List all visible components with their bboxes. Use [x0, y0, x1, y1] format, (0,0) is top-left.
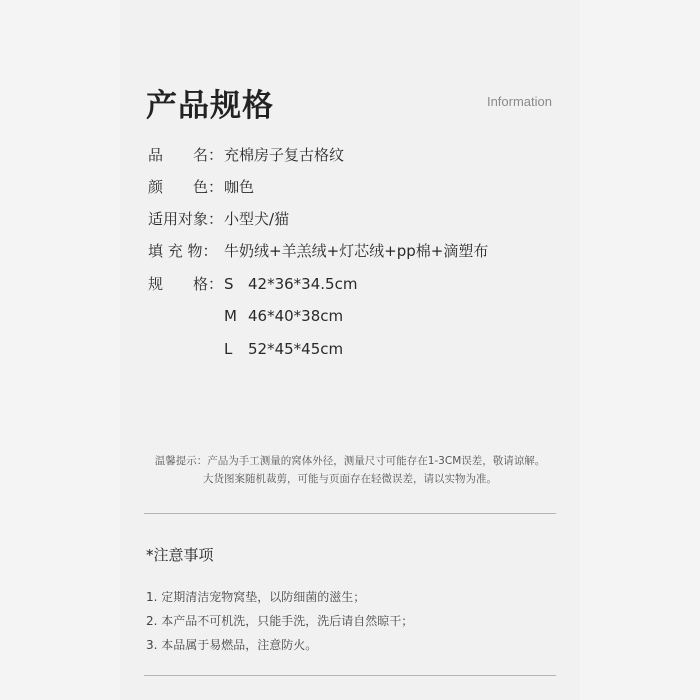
care-item: 2. 本产品不可机洗，只能手洗，洗后请自然晾干； — [146, 614, 414, 628]
spec-row-size — [148, 272, 224, 296]
size-code: S — [224, 275, 234, 293]
care-item: 3. 本品属于易燃品，注意防火。 — [146, 638, 318, 652]
spec-value: 咖色 — [224, 178, 255, 196]
spec-row-color — [148, 175, 254, 199]
notice-line-2: 大货图案随机裁剪，可能与页面存在轻微误差，请以实物为准。 — [203, 473, 497, 485]
spec-label: 颜 色： — [148, 178, 224, 196]
spec-row-filling — [148, 239, 488, 263]
spec-label: 适用对象： — [148, 210, 224, 228]
divider-top — [144, 513, 556, 514]
spec-value: 充棉房子复古格纹 — [224, 146, 345, 164]
right-margin — [580, 0, 700, 700]
spec-value: 牛奶绒+羊羔绒+灯芯绒+pp棉+滴塑布 — [224, 242, 489, 260]
spec-value: 小型犬/猫 — [224, 210, 290, 228]
size-code: M — [224, 307, 237, 325]
size-dims: 52*45*45cm — [248, 340, 344, 358]
size-code: L — [224, 340, 233, 358]
spec-label: 品 名： — [148, 146, 224, 164]
page-title: 产品规格 — [146, 88, 274, 124]
spec-row-target — [148, 207, 289, 231]
spec-row-name — [148, 143, 344, 167]
spec-panel — [120, 0, 580, 700]
divider-bottom — [144, 675, 556, 676]
care-heading: *注意事项 — [146, 546, 214, 564]
page-subtitle: Information — [486, 94, 552, 109]
care-item: 1. 定期清洁宠物窝垫，以防细菌的滋生； — [146, 590, 366, 604]
spec-label: 规 格： — [148, 275, 224, 293]
size-dims: 42*36*34.5cm — [248, 275, 358, 293]
notice-line-1: 温馨提示：产品为手工测量的窝体外径，测量尺寸可能存在1-3CM误差，敬请谅解。 — [154, 455, 546, 467]
left-margin — [0, 0, 120, 700]
size-dims: 46*40*38cm — [248, 307, 344, 325]
size-row-l — [224, 337, 343, 361]
size-row-s — [224, 272, 357, 296]
size-row-m — [224, 304, 343, 328]
spec-label: 填 充 物： — [148, 242, 218, 260]
